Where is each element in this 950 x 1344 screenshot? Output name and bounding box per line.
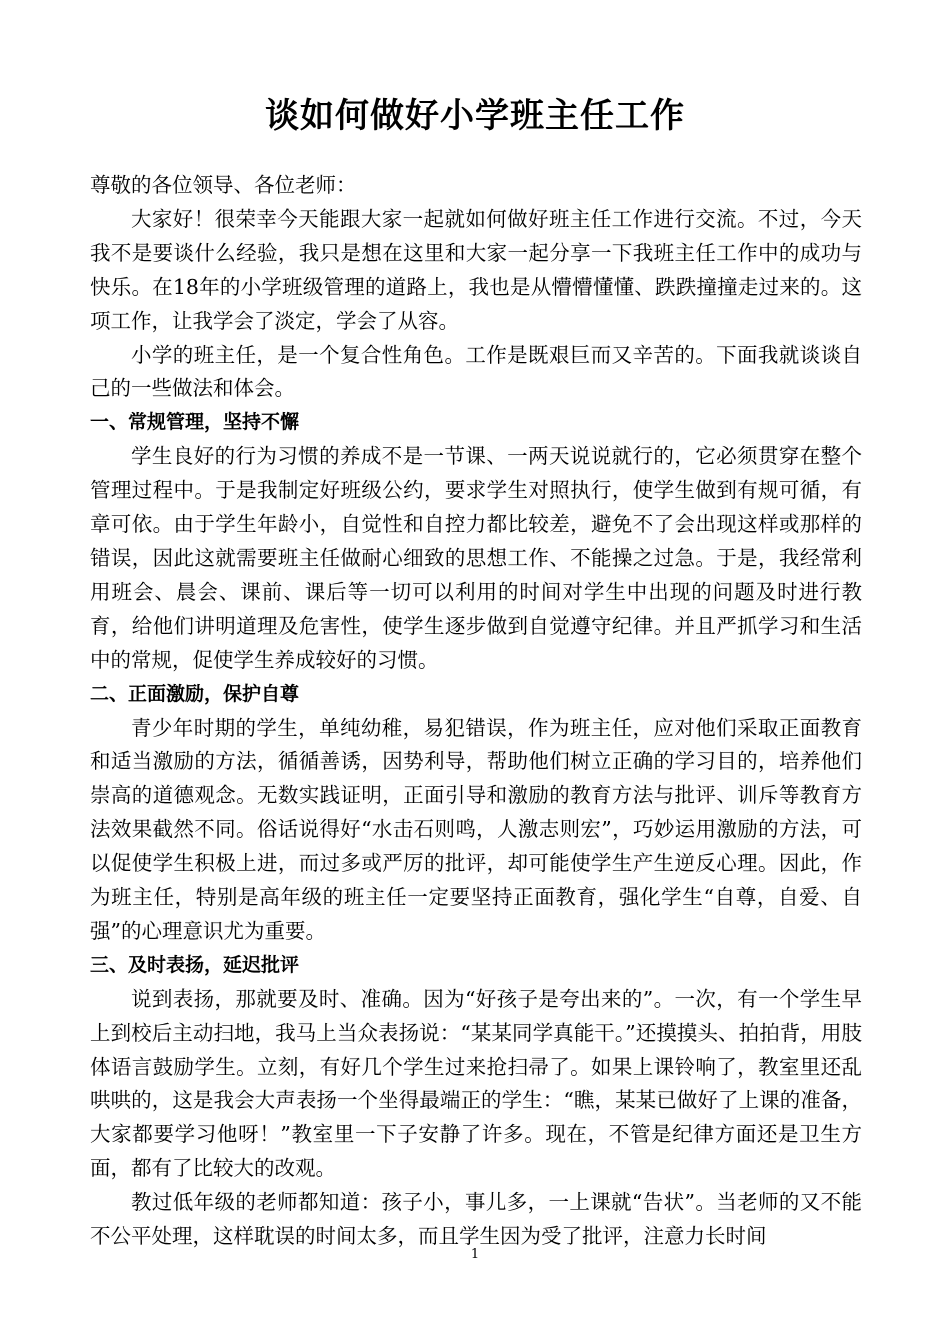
page-number: 1 <box>470 1247 480 1262</box>
section-3-paragraph: 说到表扬，那就要及时、准确。因为“好孩子是夸出来的”。一次，有一个学生早上到校后主动扫地，我马上当众表扬说：“某某同学真能干。”还摸摸头、拍拍背，用肢体语言鼓励学生。立刻，有好几个学生过来抢扫帚了。如果上课铃响了，教室里还乱哄哄的，这是我会大声表扬一个坐得最端正的学生：“瞧，某某已做好了上课的准备，大家都要学习他呀！”教室里一下子安静了许多。现在，不管是纪律方面还是卫生方面，都有了比较大的改观。 <box>90 986 862 1181</box>
intro-paragraph: 小学的班主任，是一个复合性角色。工作是既艰巨而又辛苦的。下面我就谈谈自己的一些做法和体会。 <box>90 342 862 401</box>
section-1-paragraph: 学生良好的行为习惯的养成不是一节课、一两天说说就行的，它必须贯穿在整个管理过程中。于是我制定好班级公约，要求学生对照执行，使学生做到有规可循，有章可依。由于学生年龄小，自觉性和自控力都比较差，避免不了会出现这样或那样的错误，因此这就需要班主任做耐心细致的思想工作、不能操之过急。于是，我经常利用班会、晨会、课前、课后等一切可以利用的时间对学生中出现的问题及时进行教育，给他们讲明道理及危害性，使学生逐步做到自觉遵守纪律。并且严抓学习和生活中的常规，促使学生养成较好的习惯。 <box>90 444 862 672</box>
section-3-paragraph: 教过低年级的老师都知道：孩子小，事儿多，一上课就“告状”。当老师的又不能不公平处理，这样耽误的时间太多，而且学生因为受了批评，注意力长时间 <box>90 1190 862 1249</box>
greeting: 尊敬的各位领导、各位老师： <box>90 173 357 197</box>
section-heading-2: 二、正面激励，保护自尊 <box>90 682 300 705</box>
section-2-paragraph: 青少年时期的学生，单纯幼稚，易犯错误，作为班主任，应对他们采取正面教育和适当激励的方法，循循善诱，因势利导，帮助他们树立正确的学习目的，培养他们崇高的道德观念。无数实践证明，正面引导和激励的教育方法与批评、训斥等教育方法效果截然不同。俗话说得好“水击石则鸣，人激志则宏”，巧妙运用激励的方法，可以促使学生积极上进，而过多或严厉的批评，却可能使学生产生逆反心理。因此，作为班主任，特别是高年级的班主任一定要坚持正面教育，强化学生“自尊，自爱、自强”的心理意识尤为重要。 <box>90 715 862 943</box>
section-heading-3: 三、及时表扬，延迟批评 <box>90 953 300 976</box>
section-heading-1: 一、常规管理，坚持不懈 <box>90 411 300 434</box>
document-title: 谈如何做好小学班主任工作 <box>265 96 685 136</box>
intro-paragraph: 大家好！很荣幸今天能跟大家一起就如何做好班主任工作进行交流。不过，今天我不是要谈什么经验，我只是想在这里和大家一起分享一下我班主任工作中的成功与快乐。在18年的小学班级管理的道路上，我也是从懵懵懂懂、跌跌撞撞走过来的。这项工作，让我学会了淡定，学会了从容。 <box>90 206 862 333</box>
document-body <box>90 169 862 1254</box>
